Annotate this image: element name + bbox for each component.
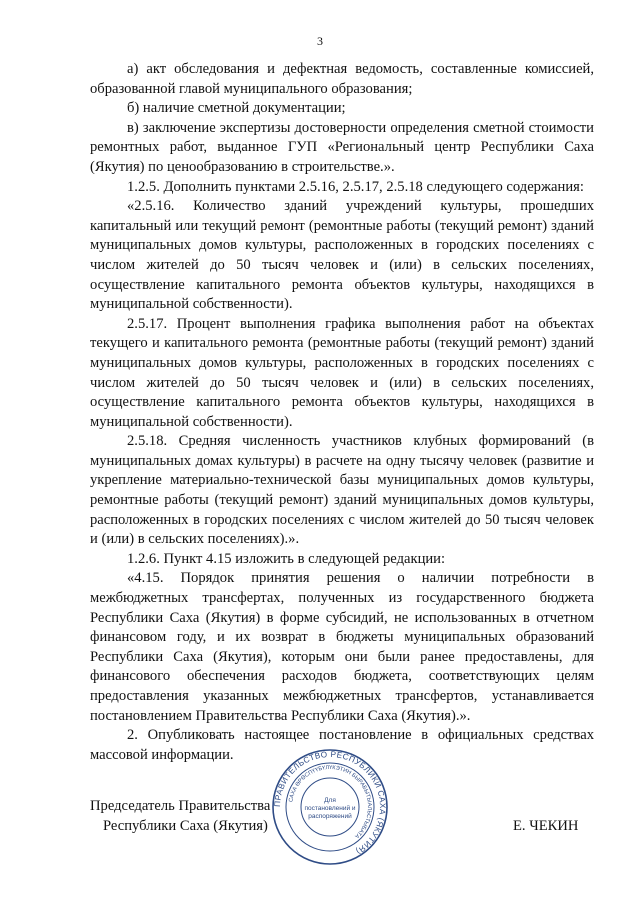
paragraph-a: а) акт обследования и дефектная ведомость, составленные комиссией, образованной главой муниципального образования;	[90, 61, 594, 97]
page-number: 3	[317, 34, 323, 48]
signatory-title-line1: Председатель Правительства	[90, 798, 271, 814]
signatory-name: Е. ЧЕКИН	[513, 818, 579, 834]
paragraph-v: в) заключение экспертизы достоверности определения сметной стоимости ремонтных работ, выданное ГУП «Региональный центр Республики Саха (Якутия) по ценообразованию в строительстве.».	[90, 119, 594, 175]
seal-center-line2: постановлений и	[304, 805, 356, 812]
paragraph-4-15: «4.15. Порядок принятия решения о наличии потребности в межбюджетных трансфертах, полученных из государственного бюджета Республики Саха (Якутия) в форме субсидий, не использованных в отчетном финансовом году, и их возврат в бюджеты муниципальных образований Республики Саха (Якутия), которым они были ранее предоставлены, для финансового обеспечения расходов бюджета, соответствующих целям предоставления указанных межбюджетных трансфертов, устанавливается постановлением Правительства Республики Саха (Якутия).».	[90, 570, 594, 724]
paragraph-2-5-18: 2.5.18. Средняя численность участников клубных формирований (в муниципальных домах культуры) в расчете на одну тысячу человек (развитие и укрепление материально-технической базы муниципальных домов культуры, ремонтные работы (текущий ремонт) зданий муниципальных домов культуры, расположенных в городских поселениях с числом жителей до 50 тысяч человек и (или) в сельских поселениях).».	[90, 433, 594, 548]
seal-inner-text: САХА ӨРӨСПҮҮБҮЛҮКЭТИН БЫРАБЫТЫАЛЬСТЫБАТА	[288, 764, 373, 839]
document-body	[90, 60, 594, 765]
paragraph-2-5-17: 2.5.17. Процент выполнения графика выполнения работ на объектах текущего и капитального ремонта (ремонтные работы (текущий ремонт) зданий муниципальных домов культуры, расположенных в городских поселениях с числом жителей до 50 тысяч человек и (или) в сельских поселениях, осуществление капитального ремонта объектов культуры, находящихся в муниципальной собственности).	[90, 315, 594, 430]
paragraph-1-2-5: 1.2.5. Дополнить пунктами 2.5.16, 2.5.17, 2.5.18 следующего содержания:	[127, 178, 584, 195]
official-seal-stamp	[270, 747, 390, 867]
seal-outer-text: ПРАВИТЕЛЬСТВО РЕСПУБЛИКИ САХА (ЯКУТИЯ)	[272, 749, 388, 857]
seal-center-line1: Для	[324, 797, 336, 804]
paragraph-1-2-6: 1.2.6. Пункт 4.15 изложить в следующей редакции:	[127, 550, 446, 567]
paragraph-b: б) наличие сметной документации;	[127, 100, 346, 117]
paragraph-2-5-16: «2.5.16. Количество зданий учреждений культуры, прошедших капитальный или текущий ремонт (ремонтные работы (текущий ремонт) зданий муниципальных домов культуры, расположенных в городских поселениях с числом жителей до 50 тысяч человек и (или) в сельских поселениях, осуществление капитального ремонта объектов культуры, находящихся в муниципальной собственности).	[90, 198, 594, 313]
seal-center-line3: распоряжений	[308, 813, 352, 820]
paragraph-publish: 2. Опубликовать настоящее постановление в официальных средствах массовой информации.	[90, 727, 594, 763]
signatory-title-line2: Республики Саха (Якутия)	[103, 818, 268, 834]
